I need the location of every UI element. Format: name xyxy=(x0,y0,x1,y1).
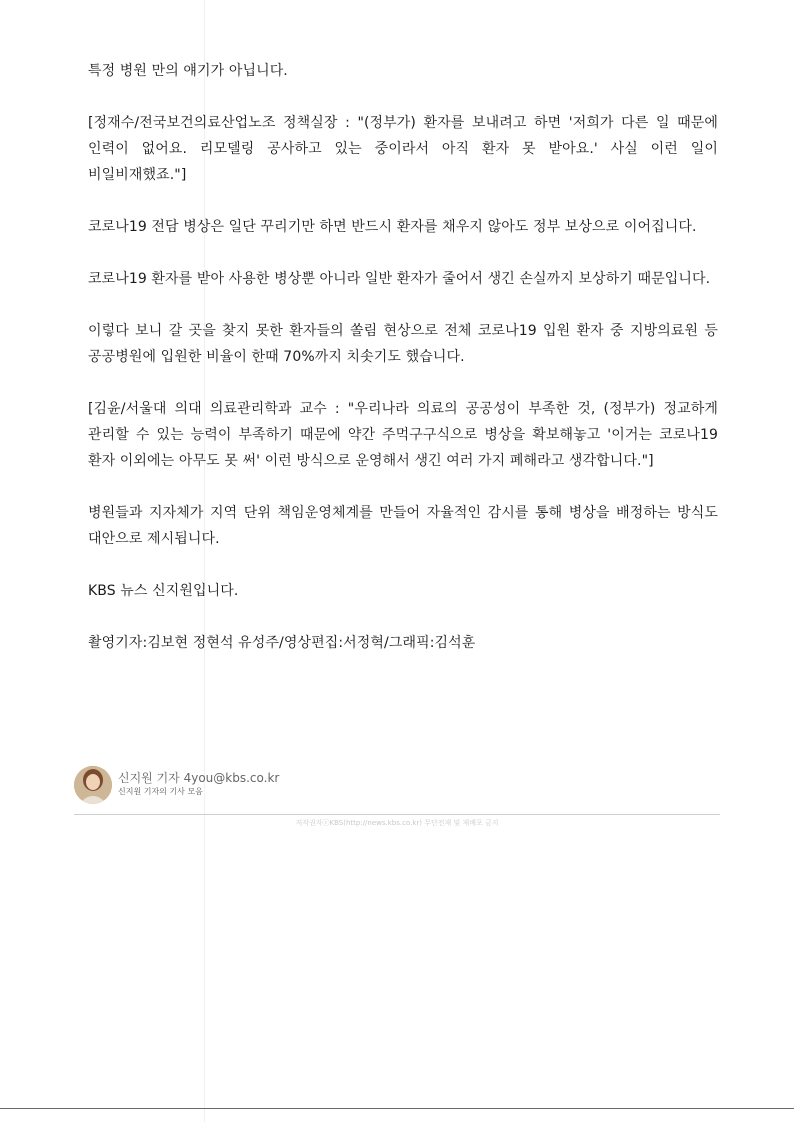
article-paragraph-1: 특정 병원 만의 얘기가 아닙니다. xyxy=(88,63,288,79)
article-quote-2: [김윤/서울대 의대 의료관리학과 교수 : "우리나라 의료의 공공성이 부족한 것, (정부가) 정교하게 관리할 수 있는 능력이 부족하기 때문에 약간 주먹구구식으로 병상을 확보해놓고 '이거는 코로나19 환자 이외에는 아무도 못 써' 이런 방식으로 운영해서 생긴 여러 가지 폐해라고 생각합니다."] xyxy=(88,401,718,469)
copyright-notice: 저작권자ⓒKBS(http://news.kbs.co.kr) 무단전재 및 재배포 금지 xyxy=(295,819,499,827)
reporter-byline xyxy=(74,766,494,808)
article-paragraph-4: 이렇다 보니 갈 곳을 찾지 못한 환자들의 쏠림 현상으로 전체 코로나19 입원 환자 중 지방의료원 등 공공병원에 입원한 비율이 한때 70%까지 치솟기도 했습니다. xyxy=(88,323,718,365)
article-quote-1: [정재수/전국보건의료산업노조 정책실장 : "(정부가) 환자를 보내려고 하면 '저희가 다른 일 때문에 인력이 없어요. 리모델링 공사하고 있는 중이라서 아직 환자 못 받아요.' 사실 이런 일이 비일비재했죠."] xyxy=(88,115,718,183)
scan-bottom-edge xyxy=(0,1108,794,1109)
footer-divider xyxy=(74,814,720,815)
reporter-photo-icon xyxy=(74,766,112,804)
article-paragraph-5: 병원들과 지자체가 지역 단위 책임운영체계를 만들어 자율적인 감시를 통해 병상을 배정하는 방식도 대안으로 제시됩니다. xyxy=(88,505,718,547)
article-paragraph-3: 코로나19 환자를 받아 사용한 병상뿐 아니라 일반 환자가 줄어서 생긴 손실까지 보상하기 때문입니다. xyxy=(88,271,711,287)
reporter-name-email[interactable]: 신지원 기자 4you@kbs.co.kr xyxy=(118,771,280,785)
article-credits: 촬영기자:김보현 정현석 유성주/영상편집:서정혁/그래픽:김석훈 xyxy=(88,635,476,651)
article-signoff: KBS 뉴스 신지원입니다. xyxy=(88,583,239,599)
article-body xyxy=(88,58,718,682)
reporter-avatar xyxy=(74,766,112,804)
article-paragraph-2: 코로나19 전담 병상은 일단 꾸리기만 하면 반드시 환자를 채우지 않아도 정부 보상으로 이어집니다. xyxy=(88,219,697,235)
reporter-articles-link[interactable]: 신지원 기자의 기사 모음 xyxy=(118,787,203,796)
